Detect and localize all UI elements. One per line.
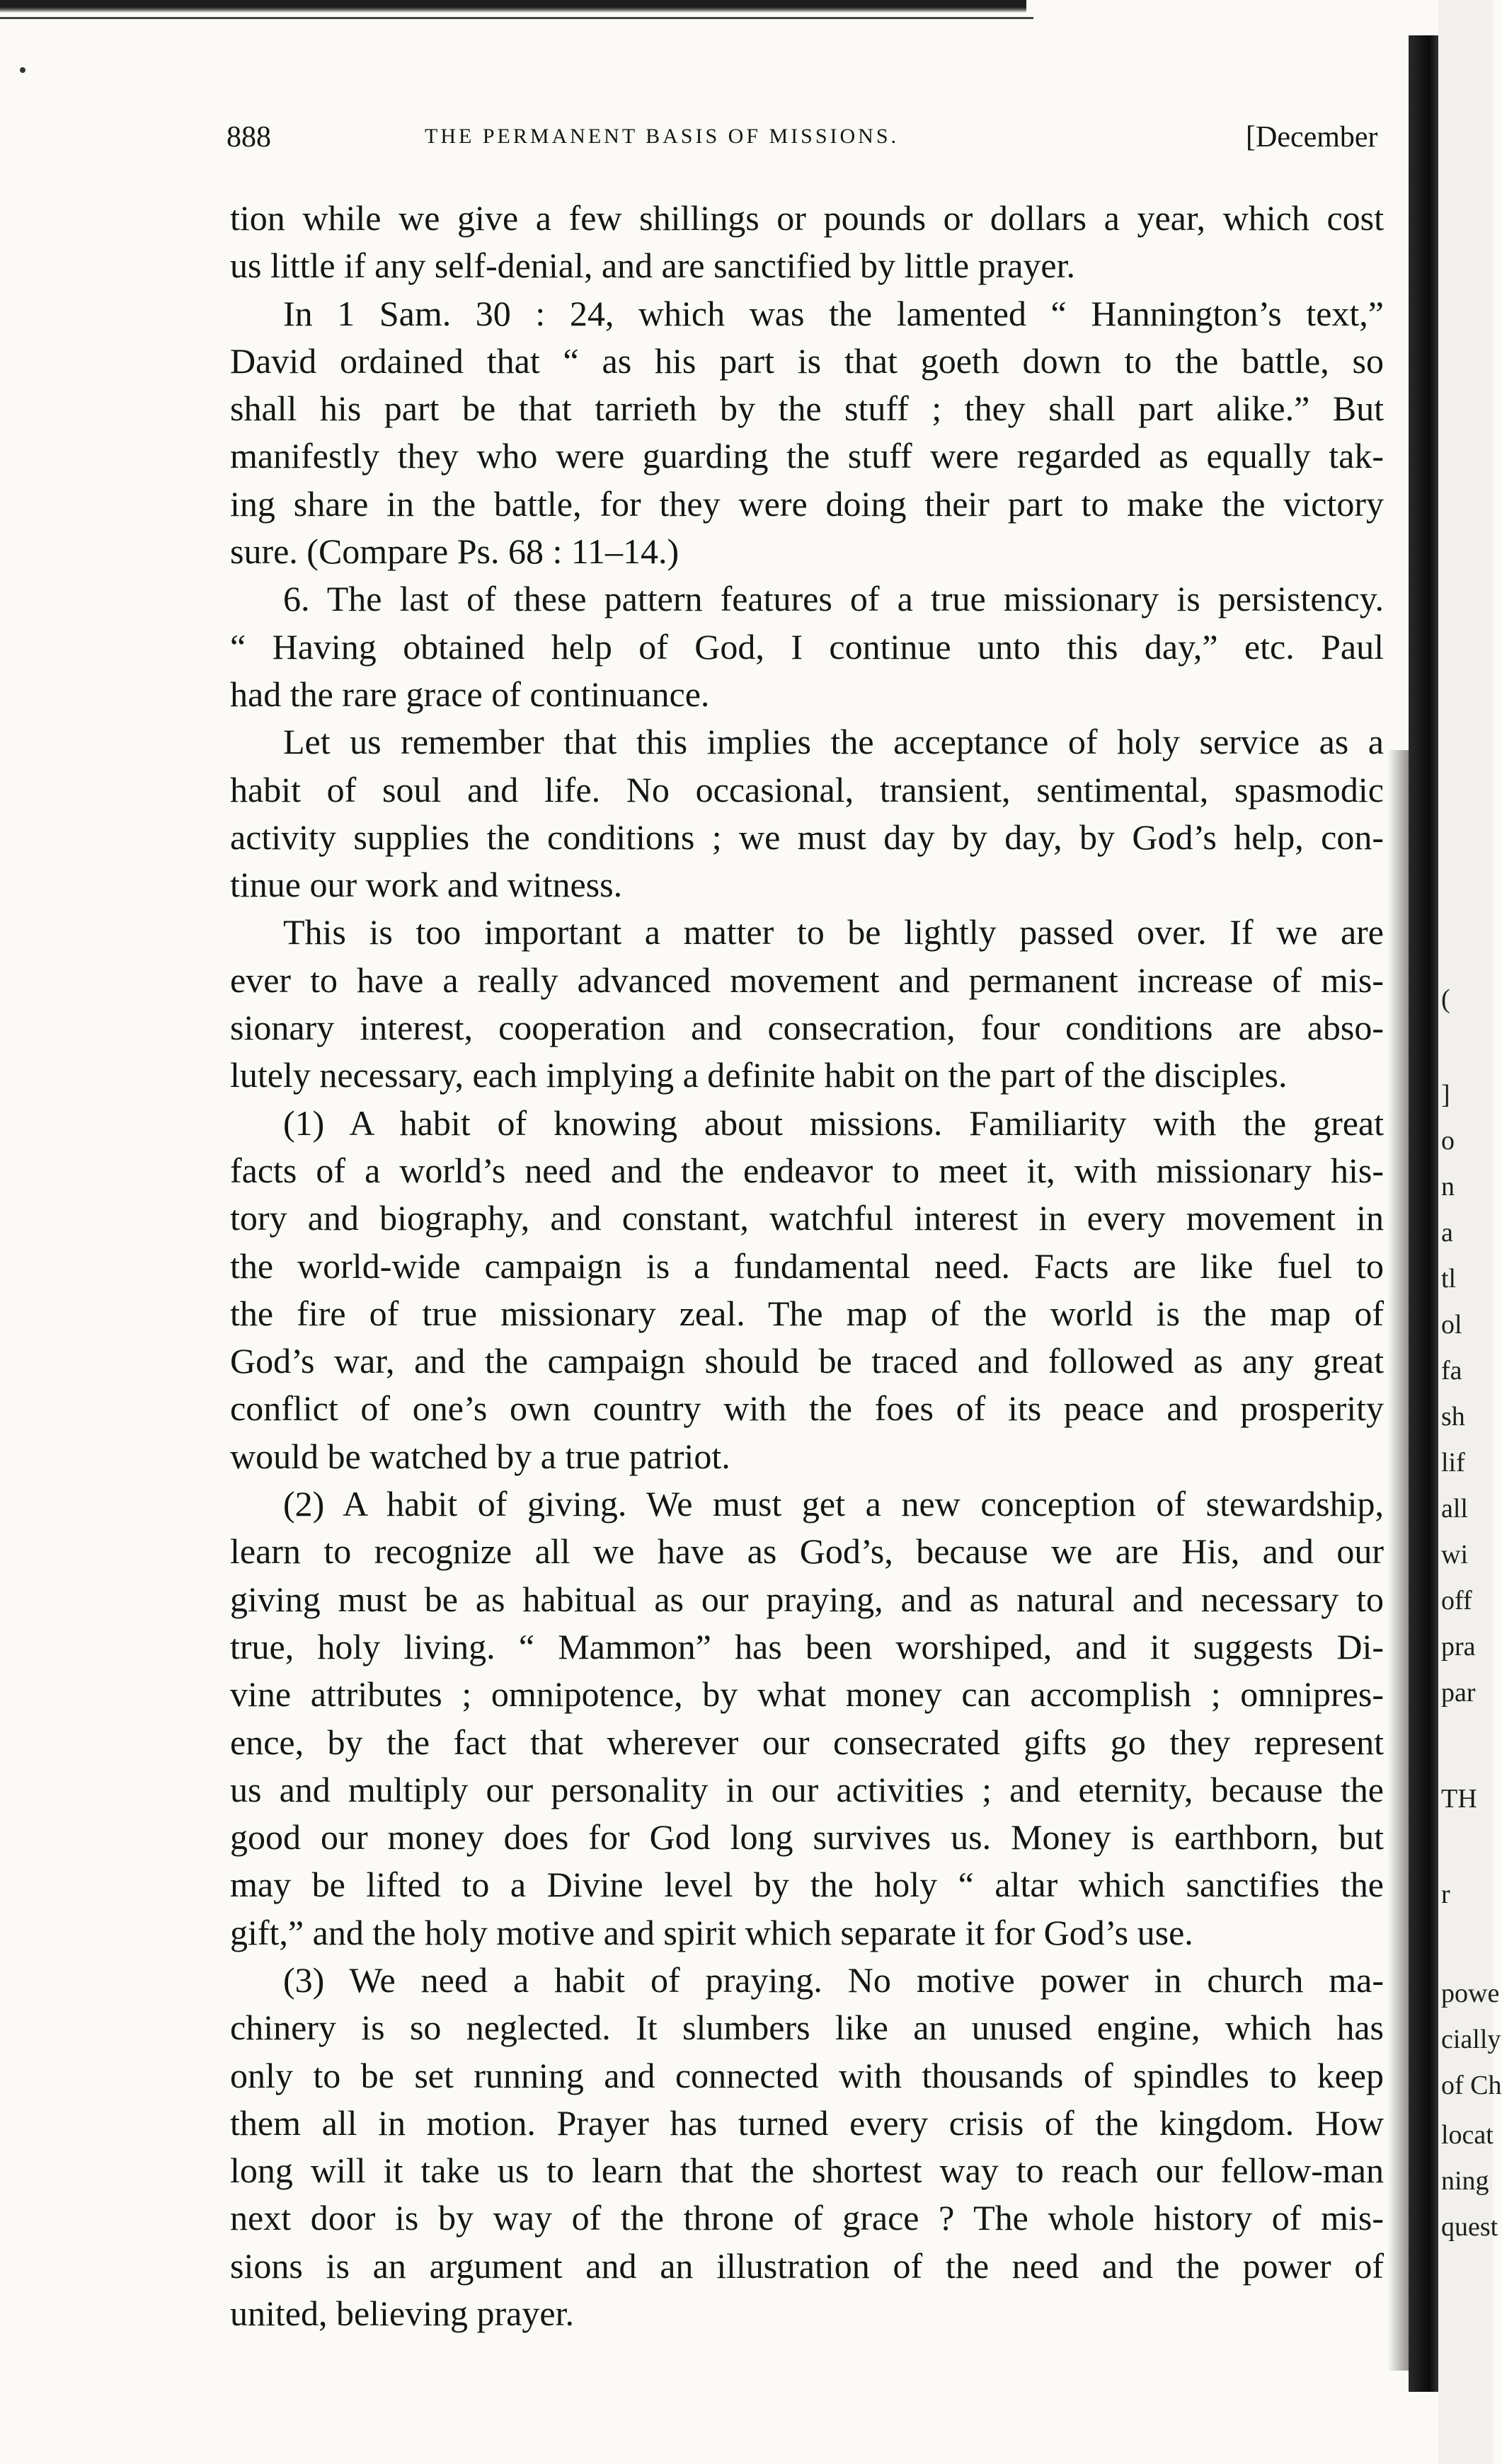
text-line: ence, by the fact that wherever our consecrated gifts go they represent — [230, 1722, 1384, 1762]
facing-page-fragment: off — [1441, 1586, 1472, 1616]
text-line: activity supplies the conditions ; we must day by day, by God’s help, con- — [230, 817, 1384, 857]
top-thin-rule — [0, 17, 1033, 19]
text-line: sions is an argument and an illustration of the need and the power of — [230, 2245, 1384, 2286]
page-number: 888 — [227, 121, 271, 154]
text-line: good our money does for God long survives us. Money is earthborn, but — [230, 1817, 1384, 1858]
text-line: In 1 Sam. 30 : 24, which was the lamented “ Hannington’s text,” — [283, 293, 1384, 333]
book-gutter — [1409, 35, 1438, 2392]
facing-page-fragment: locat — [1441, 2120, 1494, 2150]
facing-page-fragment: tl — [1441, 1264, 1457, 1294]
facing-page-edge — [1438, 0, 1502, 2464]
text-line: giving must be as habitual as our praying, and as natural and necessary to — [230, 1579, 1384, 1619]
text-line: 6. The last of these pattern features of a true missionary is persistency. — [283, 579, 1384, 619]
text-line: learn to recognize all we have as God’s, because we are His, and our — [230, 1531, 1384, 1572]
text-line: God’s war, and the campaign should be traced and followed as any great — [230, 1341, 1384, 1381]
text-line: them all in motion. Prayer has turned every crisis of the kingdom. How — [230, 2102, 1384, 2143]
facing-page-fragment: powe — [1441, 1979, 1500, 2008]
facing-page-fragment: pra — [1441, 1632, 1476, 1662]
page-header — [227, 120, 1430, 170]
text-line: “ Having obtained help of God, I continue unto this day,” etc. Paul — [230, 626, 1384, 667]
facing-page-fragment: of Ch — [1441, 2071, 1502, 2100]
facing-page-fragment: par — [1441, 1678, 1476, 1708]
text-line: ing share in the battle, for they were doing their part to make the victory — [230, 483, 1384, 524]
facing-page-fragment: n — [1441, 1172, 1455, 1202]
text-line: only to be set running and connected with thousands of spindles to keep — [230, 2055, 1384, 2095]
facing-page-fragment: ning — [1441, 2166, 1489, 2196]
issue-month: [December — [1246, 121, 1378, 154]
text-line: would be watched by a true patriot. — [230, 1436, 730, 1476]
text-line: next door is by way of the throne of grace ? The whole history of mis- — [230, 2198, 1384, 2238]
text-line: habit of soul and life. No occasional, transient, sentimental, spasmodic — [230, 769, 1384, 810]
facing-page-fragment: o — [1441, 1126, 1455, 1156]
facing-page-fragment: TH — [1441, 1784, 1477, 1814]
text-line: (2) A habit of giving. We must get a new conception of stewardship, — [283, 1484, 1384, 1524]
text-line: tinue our work and witness. — [230, 865, 623, 905]
top-border-rule — [0, 0, 1026, 13]
article-body — [230, 195, 1384, 2337]
text-line: may be lifted to a Divine level by the holy “ altar which sanctifies the — [230, 1865, 1384, 1905]
text-line: us little if any self-denial, and are sanctified by little prayer. — [230, 246, 1076, 286]
facing-page-fragment: lif — [1441, 1448, 1465, 1478]
text-line: conflict of one’s own country with the foes of its peace and prosperity — [230, 1388, 1384, 1429]
text-line: true, holy living. “ Mammon” has been worshiped, and it suggests Di- — [230, 1626, 1384, 1666]
facing-page-fragment: cially — [1441, 2025, 1501, 2054]
text-line: chinery is so neglected. It slumbers like an unused engine, which has — [230, 2008, 1384, 2048]
facing-page-fragment: ] — [1441, 1080, 1450, 1110]
text-line: united, believing prayer. — [230, 2293, 574, 2334]
text-line: us and multiply our personality in our activities ; and eternity, because the — [230, 1769, 1384, 1809]
text-line: manifestly they who were guarding the stuff were regarded as equally tak- — [230, 436, 1384, 476]
text-line: the fire of true missionary zeal. The map of the world is the map of — [230, 1293, 1384, 1333]
facing-page-fragment: quest — [1441, 2212, 1498, 2242]
margin-dot — [20, 67, 25, 73]
text-line: facts of a world’s need and the endeavor to meet it, with missionary his- — [230, 1150, 1384, 1190]
text-line: lutely necessary, each implying a definite habit on the part of the disciples. — [230, 1055, 1288, 1095]
text-line: tory and biography, and constant, watchful interest in every movement in — [230, 1198, 1384, 1238]
facing-page-fragment: fa — [1441, 1356, 1462, 1386]
facing-page-fragment: a — [1441, 1218, 1453, 1248]
facing-page-fragment: wi — [1441, 1540, 1468, 1570]
facing-page-fragment: ( — [1441, 984, 1450, 1014]
text-line: shall his part be that tarrieth by the stuff ; they shall part alike.” But — [230, 388, 1384, 429]
text-line: sure. (Compare Ps. 68 : 11–14.) — [230, 531, 680, 572]
facing-page-fragment: sh — [1441, 1402, 1465, 1432]
text-line: David ordained that “ as his part is that goeth down to the battle, so — [230, 340, 1384, 381]
text-line: sionary interest, cooperation and consecration, four conditions are abso- — [230, 1008, 1384, 1048]
running-title: THE PERMANENT BASIS OF MISSIONS. — [425, 125, 900, 148]
text-line: tion while we give a few shillings or pounds or dollars a year, which cost — [230, 198, 1384, 238]
text-line: had the rare grace of continuance. — [230, 674, 710, 714]
text-line: the world-wide campaign is a fundamental need. Facts are like fuel to — [230, 1245, 1384, 1286]
text-line: Let us remember that this implies the acceptance of holy service as a — [283, 722, 1384, 762]
text-line: ever to have a really advanced movement and permanent increase of mis- — [230, 960, 1384, 1000]
text-line: long will it take us to learn that the shortest way to reach our fellow-man — [230, 2151, 1384, 2191]
facing-page-fragment: r — [1441, 1879, 1450, 1909]
text-line: gift,” and the holy motive and spirit which separate it for God’s use. — [230, 1912, 1193, 1952]
text-line: vine attributes ; omnipotence, by what money can accomplish ; omnipres- — [230, 1674, 1384, 1715]
text-line: (1) A habit of knowing about missions. Familiarity with the great — [283, 1103, 1384, 1143]
facing-page-fragment: all — [1441, 1494, 1468, 1524]
text-line: (3) We need a habit of praying. No motive power in church ma- — [283, 1959, 1384, 2000]
text-line: This is too important a matter to be lightly passed over. If we are — [283, 912, 1384, 952]
facing-page-fragment: ol — [1441, 1310, 1462, 1340]
